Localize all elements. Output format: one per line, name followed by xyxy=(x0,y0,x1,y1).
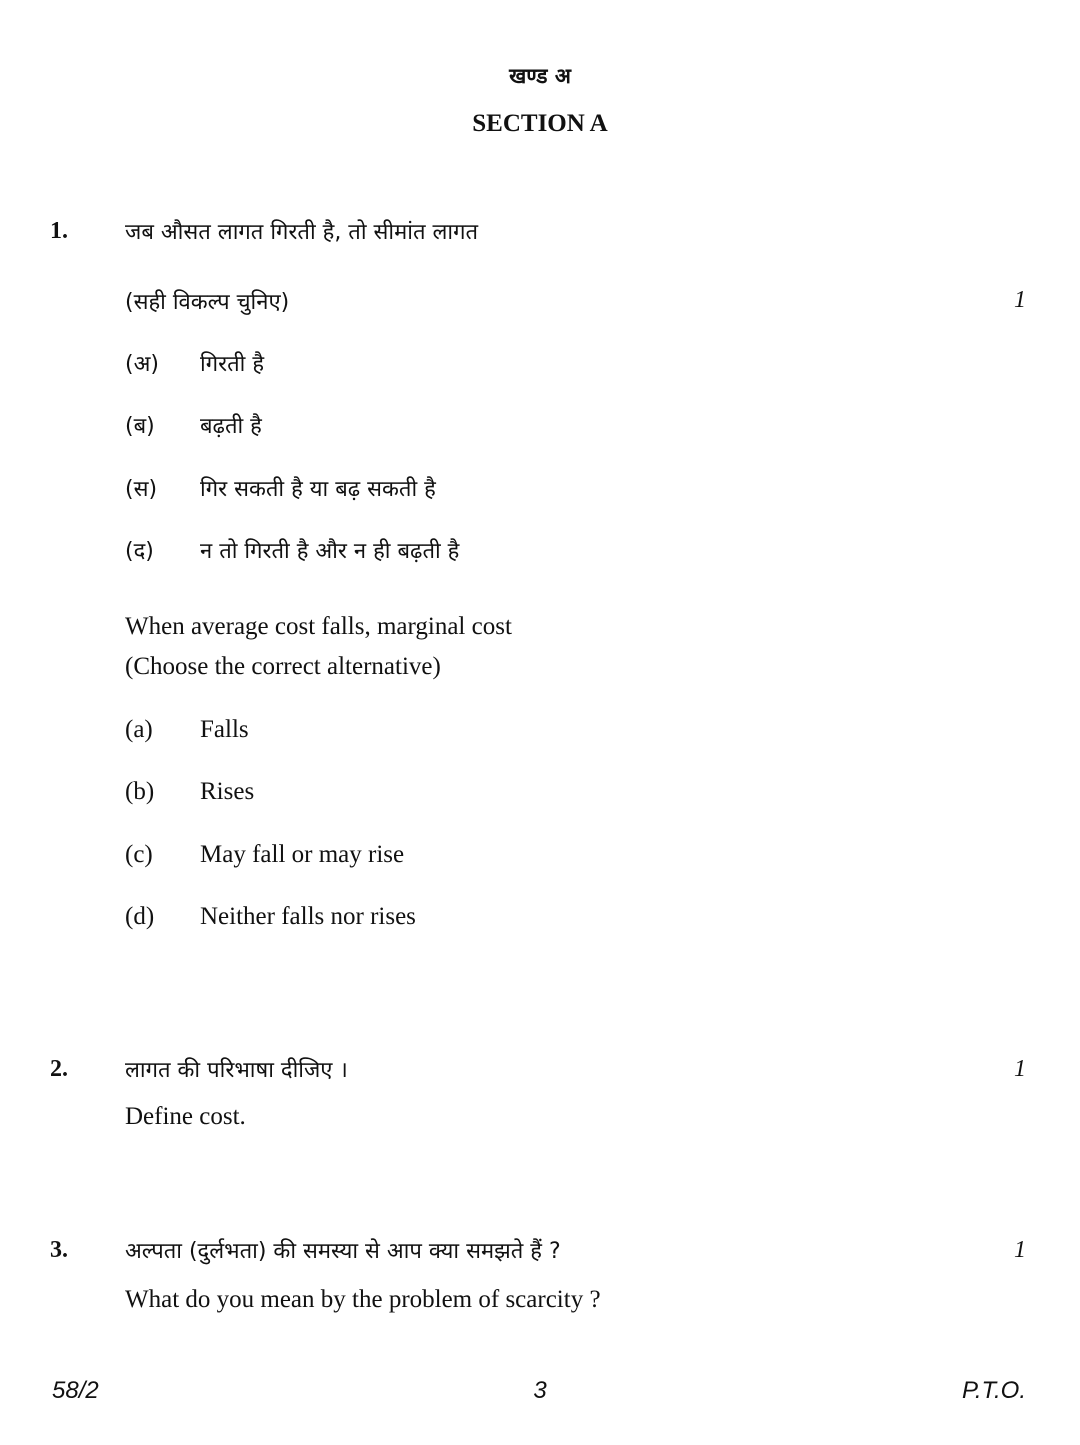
question-text-hindi: जब औसत लागत गिरती है, तो सीमांत लागत xyxy=(125,220,479,245)
question-number: 3. xyxy=(50,1237,68,1263)
option-label: (अ) xyxy=(125,352,159,377)
question-marks: 1 xyxy=(1014,1056,1026,1082)
option-label: (b) xyxy=(125,778,155,805)
option-label: (c) xyxy=(125,841,153,868)
section-heading-english: SECTION A xyxy=(472,110,608,137)
section-heading-hindi: खण्ड अ xyxy=(509,64,571,88)
question-text-english: Define cost. xyxy=(125,1103,246,1130)
question-instruction-hindi: (सही विकल्प चुनिए) xyxy=(125,290,290,315)
option-text: Neither falls nor rises xyxy=(200,903,416,930)
option-text: Rises xyxy=(200,778,255,805)
page-number: 3 xyxy=(533,1377,547,1404)
pto-label: P.T.O. xyxy=(961,1377,1026,1404)
option-text: May fall or may rise xyxy=(200,841,405,868)
option-text: Falls xyxy=(200,716,249,743)
option-label: (ब) xyxy=(125,414,155,439)
question-text-english: When average cost falls, marginal cost xyxy=(125,613,512,640)
question-text-english: What do you mean by the problem of scarcity ? xyxy=(125,1286,601,1313)
question-text-hindi: अल्पता (दुर्लभता) की समस्या से आप क्या समझते हैं ? xyxy=(125,1239,561,1264)
question-marks: 1 xyxy=(1014,287,1026,313)
option-text: बढ़ती है xyxy=(200,414,262,439)
option-label: (a) xyxy=(125,716,153,743)
question-text-hindi: लागत की परिभाषा दीजिए । xyxy=(125,1058,348,1083)
option-label: (स) xyxy=(125,477,158,502)
option-label: (d) xyxy=(125,903,155,930)
option-text: न तो गिरती है और न ही बढ़ती है xyxy=(200,539,460,564)
question-instruction-english: (Choose the correct alternative) xyxy=(125,653,441,680)
option-text: गिर सकती है या बढ़ सकती है xyxy=(200,477,436,502)
paper-code: 58/2 xyxy=(52,1377,99,1404)
question-marks: 1 xyxy=(1014,1237,1026,1263)
question-number: 1. xyxy=(50,218,68,244)
option-text: गिरती है xyxy=(200,352,264,377)
option-label: (द) xyxy=(125,539,154,564)
question-number: 2. xyxy=(50,1056,68,1082)
